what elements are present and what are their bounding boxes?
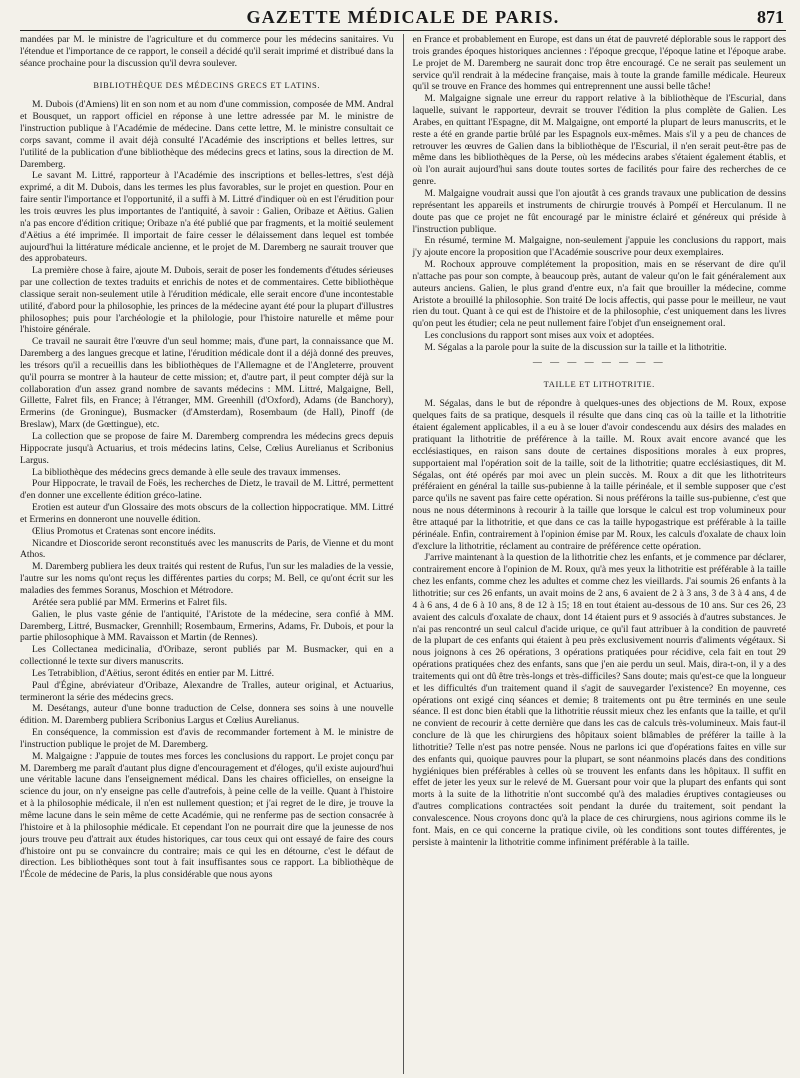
paragraph: La première chose à faire, ajoute M. Dubois, serait de poser les fondements d'études sérieuses par une collection de textes traduits et enrichis de notes et de commentaires. Cette bibliothèque classique serait non-seulement utile à l'érudition médicale, elle serait encore d'une incontestable utilité, d'abord pour la philosophie, les princes de la médecine ayant été pour la plupart d'illustres philosophes; puis pour l'archéologie et la philologie, pour l'histoire naturelle et même pour l'histoire générale. — [20, 265, 394, 336]
paragraph: Arétée sera publié par MM. Ermerins et Falret fils. — [32, 596, 228, 608]
section-heading: TAILLE ET LITHOTRITIE. — [543, 378, 655, 389]
paragraph: M. Malgaigne voudrait aussi que l'on ajoutât à ces grands travaux une publication de dessins représentant les appareils et instruments de chirurgie trouvés à Pompéï et Herculanum. Il ne doute pas que ce projet ne fût encouragé par le ministre éclairé et généreux qui préside à l'instruction publique. — [412, 187, 786, 235]
paragraph: M. Daremberg publiera les deux traités qui restent de Rufus, l'un sur les maladies de la vessie, l'autre sur les noms qu'ont reçus les différentes parties du corps; M. Bell, ce qu'ont écrit sur les maladies des femmes Soranus, Moschion et Métrodore. — [20, 561, 394, 596]
paragraph: Les conclusions du rapport sont mises aux voix et adoptées. — [424, 330, 655, 342]
paragraph: M. Malgaigne : J'appuie de toutes mes forces les conclusions du rapport. Le projet conçu par M. Daremberg me paraît d'autant plus digne d'encouragement et d'éloges, qu'il existe aujourd'hui une véritable lacune dans l'enseignement médical. Dans les chaires officielles, on enseigne la science du jour, on n'y enseigne pas celle d'autrefois, à peine celle de la veille. Quant à l'histoire et à la philosophie médicale, il n'en est nullement question; et j'ai regret de le dire, je trouve la même lacune dans le sein même de cette Académie, qui ne renferme pas de section consacrée à l'histoire et à la philosophie médicale. Et cependant l'on ne pourrait dire que la jeunesse de nos jours trouve peu d'attrait aux études historiques, car tous ceux qui ont essayé de faire des cours d'histoire ont pu se convaincre du contraire; mais ce qui les en détourne, c'est le défaut de direction. Les bibliothèques sont tout à fait insuffisantes sous ce rapport. La bibliothèque de l'École de médecine de Paris, la plus considérable que nous ayons — [20, 750, 394, 881]
paragraph: en France et probablement en Europe, est dans un état de pauvreté déplorable sous le rapport des trois grandes époques historiques anciennes : l'époque grecque, l'époque latine et l'époque arabe. Le projet de M. Daremberg ne saurait donc trop être encouragé. Ce ne serait pas seulement un service qu'il rendrait à la médecine française, mais à toute la grande famille médicale. Heureux qu'il se trouve en France des hommes qui entreprennent une aussi belle tâche! — [412, 34, 786, 93]
paragraph: Ce travail ne saurait être l'œuvre d'un seul homme; mais, d'une part, la connaissance que M. Daremberg a des langues grecque et latine, l'érudition médicale dont il a déjà donné des preuves, les trésors qu'il a recueillis dans les bibliothèques de l'Allemagne et de l'Angleterre, prouvent qu'il pourra se montrer à la hauteur de cette mission; et, d'autre part, il peut compter déjà sur la collaboration d'un assez grand nombre de savants médecins : MM. Littré, Malgaigne, Bell, Gillette, Falret fils, en France; à l'étranger, MM. Greenhill (d'Oxford), Adams (de Banchory), Ermerins (de Groningue), Busmacker (d'Amsterdam), Rosembaum (de Hall), Pinoff (de Breslaw), Marx (de Gœttingue), etc. — [20, 336, 394, 431]
right-column — [403, 34, 786, 1074]
paragraph: Pour Hippocrate, le travail de Foës, les recherches de Dietz, le travail de M. Littré, permettent d'en donner une excellente édition gréco-latine. — [20, 478, 394, 502]
section-heading: BIBLIOTHÈQUE DES MÉDECINS GRECS ET LATINS. — [93, 79, 321, 90]
left-column — [20, 34, 403, 1074]
section-separator: — — — — — — — — — [532, 356, 666, 367]
paragraph: J'arrive maintenant à la question de la lithotritie chez les enfants, et je commence par déclarer, contrairement encore à l'opinion de M. Roux, qu'à mes yeux la lithotritie est préférable à la taille chez les enfants, comme chez les adultes et comme chez les vieillards. J'ai soumis 26 enfants à la lithotritie; sur ces 26 enfants, un avait moins de 2 ans, 6 avaient de 2 à 3 ans, 3 de 3 à 4 ans, 4 de 4 à 6 ans, 4 de 6 à 10 ans, 8 de 12 à 15; 18 en tout étaient au-dessous de 10 ans. Sur ces 26, 23 avaient des calculs d'oxalate de chaux, dont 14 étaient purs et 9 associés à d'autres substances. Je n'ai pas rencontré un seul calcul d'acide urique, ce qu'il faut attribuer à la condition de pauvreté de la plupart de ces enfants qui étaient à peu près exclusivement nourris d'aliments végétaux. Si nous joignons à ces 26 opérations, 3 opérations pratiquées pour récidive, cela fait en tout 29 opérations pratiquées chez des enfants, sans que j'en aie perdu un seul. Mais, dira-t-on, il y a des traitements qui ont dû être très-longs et très-difficiles? Sans doute; mais qu'est-ce que la longueur et les difficultés d'un traitement quand il s'agit de sauvegarder l'existence? En moyenne, ces opérations ont exigé cinq séances et demie; 8 traitements ont pu être terminés en une seule séance. Il est donc bien établi que la lithotritie réussit mieux chez les enfants que la taille, et qu'il ne convient de recourir à cette dernière que dans les cas de calculs très-volumineux. Mais faut-il conclure de là que les chirurgiens des hôpitaux soient blâmables de préférer la taille à la lithotritie? Telle n'est pas notre pensée. Nous ne parlons ici que d'opérations faites en ville sur des enfants qui, quoique pauvres pour la plupart, se sont néanmoins placés dans des conditions hygiéniques bien préférables à celles où se trouvent les enfants dans les hôpitaux. Il suffit en effet de jeter les yeux sur le relevé de M. Guersant pour voir que la plupart des enfants qui sont morts à la suite de la lithotritie n'ont succombé qu'à des maladies éruptives contagieuses ou d'autres complications contractées soit pendant la durée du traitement, soit pendant la convalescence. Nous croyons donc qu'à la place de ces chirurgiens, nous agirions comme ils le font. Mais, en ce qui concerne la pratique civile, où les conditions sont toutes différentes, je persiste à maintenir la lithotritie comme infiniment préférable à la taille. — [412, 552, 786, 848]
running-title: GAZETTE MÉDICALE DE PARIS. — [246, 7, 560, 27]
text-columns — [20, 34, 786, 1074]
paragraph: Les Tetrabiblion, d'Aëtius, seront édités en entier par M. Littré. — [32, 667, 274, 679]
paragraph: La collection que se propose de faire M. Daremberg comprendra les médecins grecs depuis Hippocrate jusqu'à Actuarius, et trois médecins latins, Celse, Cœlius Aurelianus et Scribonius Largus. — [20, 431, 394, 466]
paragraph: Le savant M. Littré, rapporteur à l'Académie des inscriptions et belles-lettres, s'est déjà exprimé, a dit M. Dubois, dans les termes les plus favorables, sur le projet en question. Pour en faire sentir l'importance et l'opportunité, il a suffi à M. Littré d'indiquer où en est l'érudition pour les trois œuvres les plus importantes de l'antiquité, à savoir : Galien, Oribaze et Aëtius. Galien n'a pas encore d'édition critique; Oribaze n'a été publié que par fragments, et la moitié seulement d'Aëtius a été imprimée. Il importait de faire cesser le délaissement dans lequel est tombée aujourd'hui la littérature médicale ancienne, et le projet de M. Daremberg ne saurait trouver que des approbateurs. — [20, 170, 394, 265]
paragraph: Nicandre et Dioscoride seront reconstitués avec les manuscrits de Paris, de Vienne et du mont Athos. — [20, 537, 394, 561]
paragraph: En résumé, termine M. Malgaigne, non-seulement j'appuie les conclusions du rapport, mais j'y ajoute encore la proposition que l'Académie souscrive pour deux exemplaires. — [412, 235, 786, 259]
paragraph: M. Desétangs, auteur d'une bonne traduction de Celse, donnera ses soins à une nouvelle édition. M. Daremberg publiera Scribonius Largus et Cœlius Aurelianus. — [20, 703, 394, 727]
paragraph: M. Ségalas a la parole pour la suite de la discussion sur la taille et la lithotritie. — [424, 341, 727, 353]
paragraph: Paul d'Égine, abréviateur d'Oribaze, Alexandre de Tralles, auteur original, et Actuarius, termineront la série des médecins grecs. — [20, 679, 394, 703]
paragraph: Galien, le plus vaste génie de l'antiquité, l'Aristote de la médecine, sera confié à MM. Daremberg, Littré, Busmacker, Grennhill; Rosembaum, Ermerins, Adams, Fr. Dubois, et pour la partie philosophique à MM. Ravaisson et Martin (de Rennes). — [20, 608, 394, 644]
page-header — [20, 4, 786, 31]
page-number: 871 — [757, 7, 784, 27]
paragraph: En conséquence, la commission est d'avis de recommander fortement à M. le ministre de l'instruction publique le projet de M. Daremberg. — [20, 727, 394, 750]
paragraph: mandées par M. le ministre de l'agriculture et du commerce pour les médecins sanitaires. Vu l'étendue et l'importance de ce rapport, le conseil a décidé qu'il serait imprimé et distribué dans la séance prochaine pour la discussion qu'il devra soulever. — [20, 34, 394, 69]
paragraph: Erotien est auteur d'un Glossaire des mots obscurs de la collection hippocratique. MM. Littré et Ermerins en donneront une nouvelle édition. — [20, 502, 394, 525]
paragraph: Œlius Promotus et Cratenas sont encore inédits. — [32, 525, 216, 537]
paragraph: Les Collectanea medicinalia, d'Oribaze, seront publiés par M. Busmacker, qui en a collectionné le texte sur divers manuscrits. — [20, 644, 394, 668]
paragraph: M. Malgaigne signale une erreur du rapport relative à la bibliothèque de l'Escurial, dans laquelle, suivant le rapporteur, devrait se trouver l'édition la plus complète de Galien. Les Arabes, en quittant l'Espagne, dit M. Malgaigne, ont emporté la plupart de leurs manuscrits, et le reste a été en grande partie brûlé par les Espagnols eux-mêmes. Mais s'il y a peu de chances de retrouver les œuvres de Galien dans la bibliothèque de l'Escurial, il n'en serait peut-être pas de même dans les bibliothèques de la Perse, où les médecins arabes s'étaient également établis, et où l'on aurait aujourd'hui sans doute toutes sortes de facilités pour faire des recherches de ce genre. — [412, 93, 786, 188]
paragraph: M. Ségalas, dans le but de répondre à quelques-unes des objections de M. Roux, expose quelques faits de sa pratique, desquels il résulte que dans cinq cas où la taille et la lithotritie étaient également applicables, il a eu à se louer d'avoir condescendu aux désirs des malades en pratiquant la lithotritie de préférence à la taille. M. Roux avait encore avancé que les ecclésiastiques, en raison sans doute de certaines dispositions morales à eux propres, supportaient mal l'opération soit de la taille, soit de la lithotritie; quatre ecclésiastiques, dit M. Ségalas, ont été opérés par moi avec un plein succès. M. Roux a dit que les lithotriteurs préféraient en général la taille sus-pubienne à la taille périnéale, et il semble supposer que c'est parce qu'ils ne savent pas faire cette opération. Si nous préférons la taille sus-pubienne, c'est que nous ne nous déterminons à recourir à la taille que lorsque le calcul est trop volumineux pour être attaqué par la lithotritie, et que dans ce cas la taille hypogastrique est préférable à la taille périnéale. Enfin, contrairement à l'opinion émise par M. Roux, les calculs d'oxalate de chaux loin d'exclure la lithotritie, réclament au contraire de préférence cette opération. — [412, 398, 786, 552]
paragraph: M. Rochoux approuve complétement la proposition, mais en se réservant de dire qu'il n'attache pas pour son compte, à beaucoup près, autant de valeur qu'on le fait généralement aux auteurs anciens. Galien, le plus grand d'entre eux, n'a fait que brouiller la médecine, comme Aristote a brouillé la philosophie. Son traité De locis affectis, qui passe pour le meilleur, ne vaut rien du tout. Quant à ce qui est de l'histoire et de la philosophie, c'est uniquement dans les livres qu'on peut les étudier; cela ne peut nullement faire l'objet d'un enseignement oral. — [412, 259, 786, 330]
paragraph: M. Dubois (d'Amiens) lit en son nom et au nom d'une commission, composée de MM. Andral et Bousquet, un rapport officiel en réponse à une lettre adressée par M. le ministre de l'instruction publique à l'Académie de médecine. Dans cette lettre, M. le ministre consultait ce corps savant, comme il avait déjà consulté l'Académie des inscriptions et belles lettres, sur l'utilité de la publication d'une bibliothèque des médecins grecs et latins, sous la direction de M. Daremberg. — [20, 99, 394, 170]
paragraph: La bibliothèque des médecins grecs demande à elle seule des travaux immenses. — [32, 466, 341, 478]
